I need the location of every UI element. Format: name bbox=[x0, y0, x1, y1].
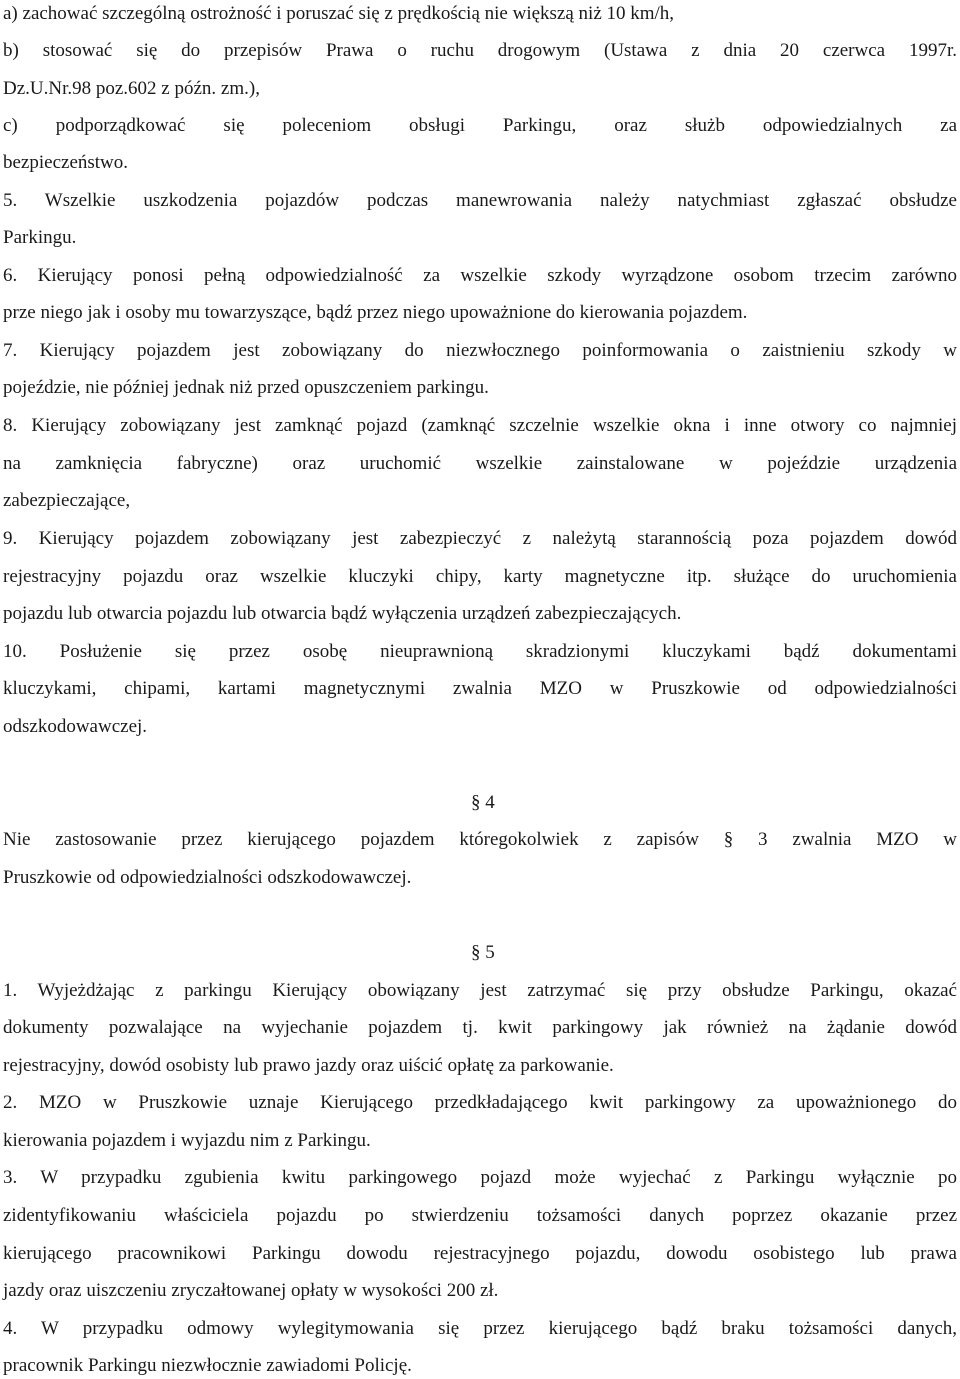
text-line: 4. W przypadku odmowy wylegitymowania się przez kierującego bądź braku tożsamości danych, bbox=[3, 1318, 957, 1339]
text-line: rejestracyjny, dowód osobisty lub prawo jazdy oraz uiścić opłatę za parkowanie. bbox=[3, 1055, 614, 1076]
text-line: 2. MZO w Pruszkowie uznaje Kierującego przedkładającego kwit parkingowy za upoważnionego do bbox=[3, 1092, 957, 1113]
text-line: kluczykami, chipami, kartami magnetycznymi zwalnia MZO w Pruszkowie od odpowiedzialności bbox=[3, 678, 957, 699]
text-line: kierowania pojazdem i wyjazdu nim z Parkingu. bbox=[3, 1130, 371, 1151]
text-line: Dz.U.Nr.98 poz.602 z późn. zm.), bbox=[3, 78, 260, 99]
text-line: jazdy oraz uiszczeniu zryczałtowanej opłaty w wysokości 200 zł. bbox=[3, 1280, 499, 1301]
text-line: 8. Kierujący zobowiązany jest zamknąć pojazd (zamknąć szczelnie wszelkie okna i inne otwory co najmniej bbox=[3, 415, 957, 436]
text-line: b) stosować się do przepisów Prawa o ruchu drogowym (Ustawa z dnia 20 czerwca 1997r. bbox=[3, 40, 957, 61]
text-line: rejestracyjny pojazdu oraz wszelkie kluczyki chipy, karty magnetyczne itp. służące do uruchomienia bbox=[3, 566, 957, 587]
text-line: zidentyfikowaniu właściciela pojazdu po stwierdzeniu tożsamości danych poprzez okazanie przez bbox=[3, 1205, 957, 1226]
section-4-heading: § 4 bbox=[471, 792, 495, 813]
text-line: a) zachować szczególną ostrożność i poruszać się z prędkością nie większą niż 10 km/h, bbox=[3, 3, 675, 24]
text-line: 1. Wyjeżdżając z parkingu Kierujący obowiązany jest zatrzymać się przy obsłudze Parkingu, okazać bbox=[3, 980, 957, 1001]
section-5-heading: § 5 bbox=[471, 942, 495, 963]
text-line: 3. W przypadku zgubienia kwitu parkingowego pojazd może wyjechać z Parkingu wyłącznie po bbox=[3, 1167, 957, 1188]
text-line: 5. Wszelkie uszkodzenia pojazdów podczas manewrowania należy natychmiast zgłaszać obsłudze bbox=[3, 190, 957, 211]
text-line: c) podporządkować się poleceniom obsługi Parkingu, oraz służb odpowiedzialnych za bbox=[3, 115, 957, 136]
text-line: na zamknięcia fabryczne) oraz uruchomić wszelkie zainstalowane w pojeździe urządzenia bbox=[3, 453, 957, 474]
text-line: dokumenty pozwalające na wyjechanie pojazdem tj. kwit parkingowy jak również na żądanie dowód bbox=[3, 1017, 957, 1038]
text-line: Pruszkowie od odpowiedzialności odszkodowawczej. bbox=[3, 867, 412, 888]
text-line: pojeździe, nie później jednak niż przed opuszczeniem parkingu. bbox=[3, 377, 489, 398]
text-line: 10. Posłużenie się przez osobę nieuprawnioną skradzionymi kluczykami bądź dokumentami bbox=[3, 641, 957, 662]
text-line: kierującego pracownikowi Parkingu dowodu rejestracyjnego pojazdu, dowodu osobistego lub prawa bbox=[3, 1243, 957, 1264]
text-line: prze niego jak i osoby mu towarzyszące, bądź przez niego upoważnione do kierowania pojazdem. bbox=[3, 302, 748, 323]
text-line: pracownik Parkingu niezwłocznie zawiadomi Policję. bbox=[3, 1355, 412, 1376]
text-line: 6. Kierujący ponosi pełną odpowiedzialność za wszelkie szkody wyrządzone osobom trzecim zarówno bbox=[3, 265, 957, 286]
text-line: pojazdu lub otwarcia pojazdu lub otwarcia bądź wyłączenia urządzeń zabezpieczających. bbox=[3, 603, 682, 624]
text-line: bezpieczeństwo. bbox=[3, 152, 129, 173]
text-line: 9. Kierujący pojazdem zobowiązany jest zabezpieczyć z należytą starannością poza pojazdem dowód bbox=[3, 528, 957, 549]
text-line: 7. Kierujący pojazdem jest zobowiązany do niezwłocznego poinformowania o zaistnieniu szkody w bbox=[3, 340, 957, 361]
text-line: Parkingu. bbox=[3, 227, 77, 248]
text-line: zabezpieczające, bbox=[3, 490, 131, 511]
text-line: odszkodowawczej. bbox=[3, 716, 148, 737]
text-line: Nie zastosowanie przez kierującego pojazdem któregokolwiek z zapisów § 3 zwalnia MZO w bbox=[3, 829, 957, 850]
